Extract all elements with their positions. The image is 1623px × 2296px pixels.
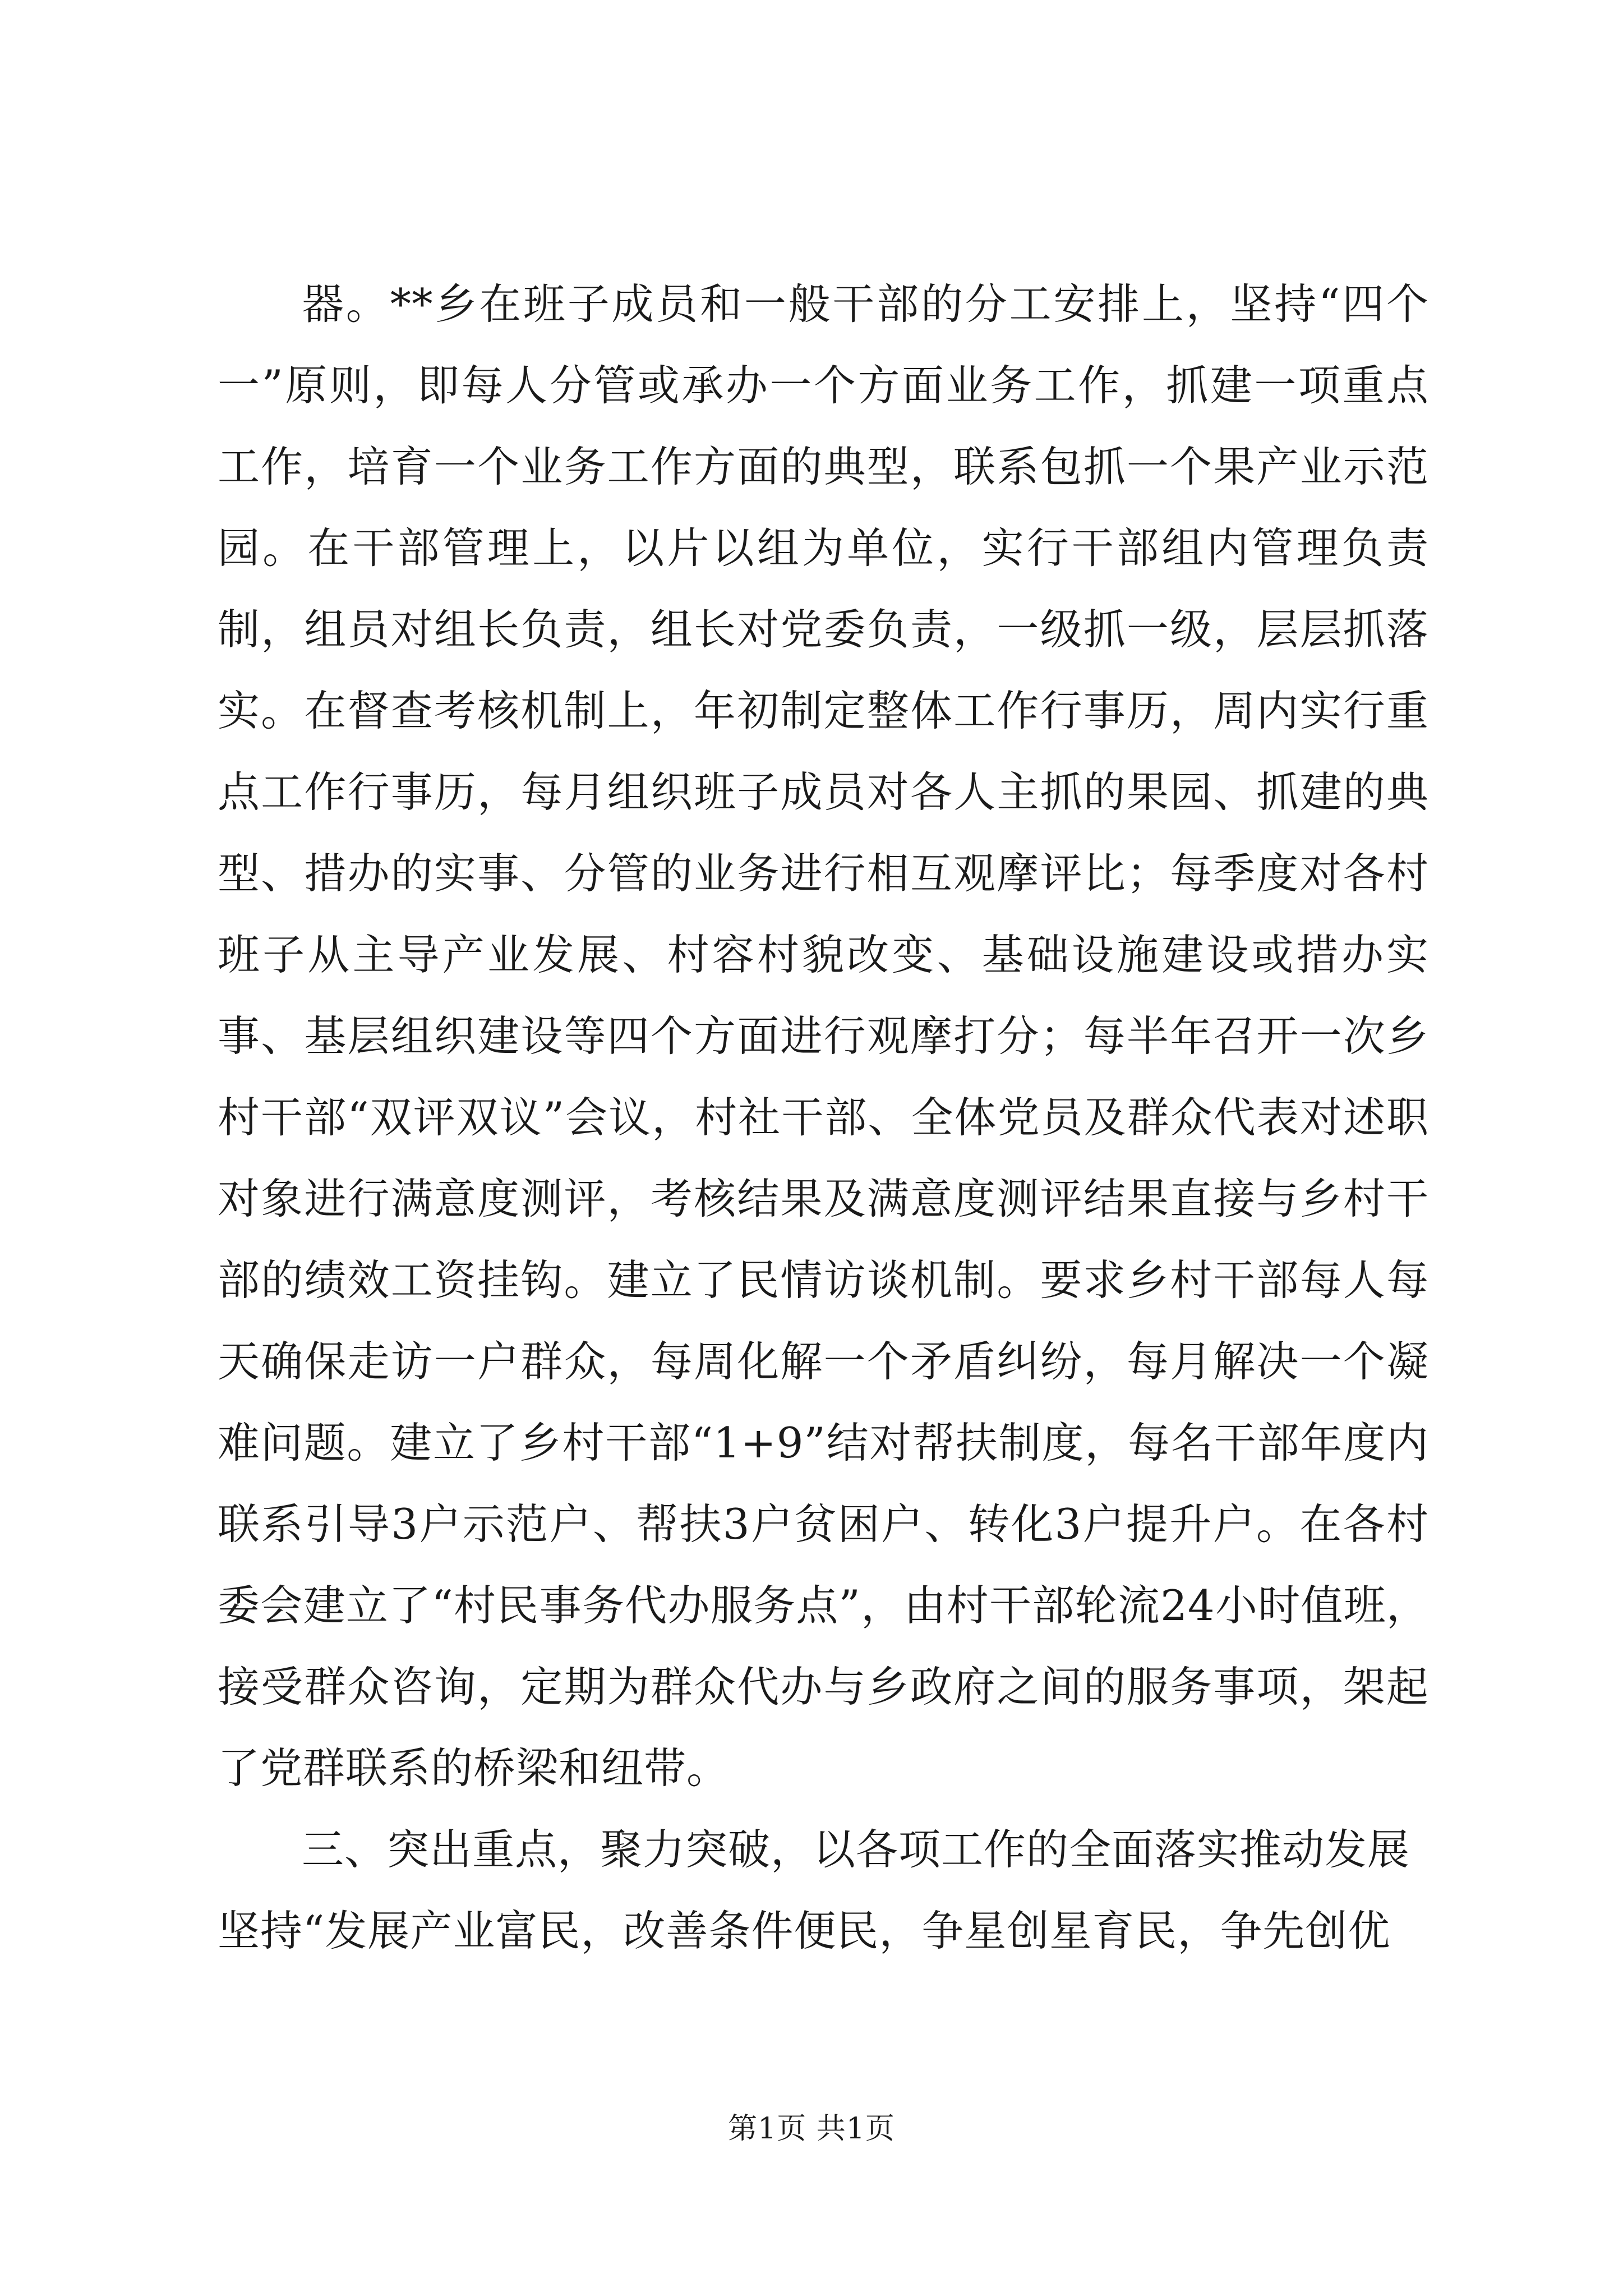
body-paragraph-1: 器。**乡在班子成员和一般干部的分工安排上，坚持“四个一”原则，即每人分管或承办一个方面业务工作，抓建一项重点工作，培育一个业务工作方面的典型，联系包抓一个果产业示范园。在干部管理上，以片以组为单位，实行干部组内管理负责制，组员对组长负责，组长对党委负责，一级抓一级，层层抓落实。在督查考核机制上，年初制定整体工作行事历，周内实行重点工作行事历，每月组织班子成员对各人主抓的果园、抓建的典型、措办的实事、分管的业务进行相互观摩评比；每季度对各村班子从主导产业发展、村容村貌改变、基础设施建设或措办实事、基层组织建设等四个方面进行观摩打分；每半年召开一次乡村干部“双评双议”会议，村社干部、全体党员及群众代表对述职对象进行满意度测评，考核结果及满意度测评结果直接与乡村干部的绩效工资挂钩。建立了民情访谈机制。要求乡村干部每人每天确保走访一户群众，每周化解一个矛盾纠纷，每月解决一个凝难问题。建立了乡村干部“1+9”结对帮扶制度，每名干部年度内联系引导3户示范户、帮扶3户贫困户、转化3户提升户。在各村委会建立了“村民事务代办服务点”，由村干部轮流24小时值班，接受群众咨询，定期为群众代办与乡政府之间的服务事项，架起了党群联系的桥梁和纽带。	[218, 279, 1429, 1793]
section-heading-3: 三、突出重点，聚力突破，以各项工作的全面落实推动发展	[302, 1825, 1410, 1874]
page-footer: 第1页 共1页	[728, 2112, 895, 2146]
body-paragraph-2: 坚持“发展产业富民，改善条件便民，争星创星育民，争先创优	[218, 1906, 1391, 1955]
document-body	[218, 264, 1429, 1972]
